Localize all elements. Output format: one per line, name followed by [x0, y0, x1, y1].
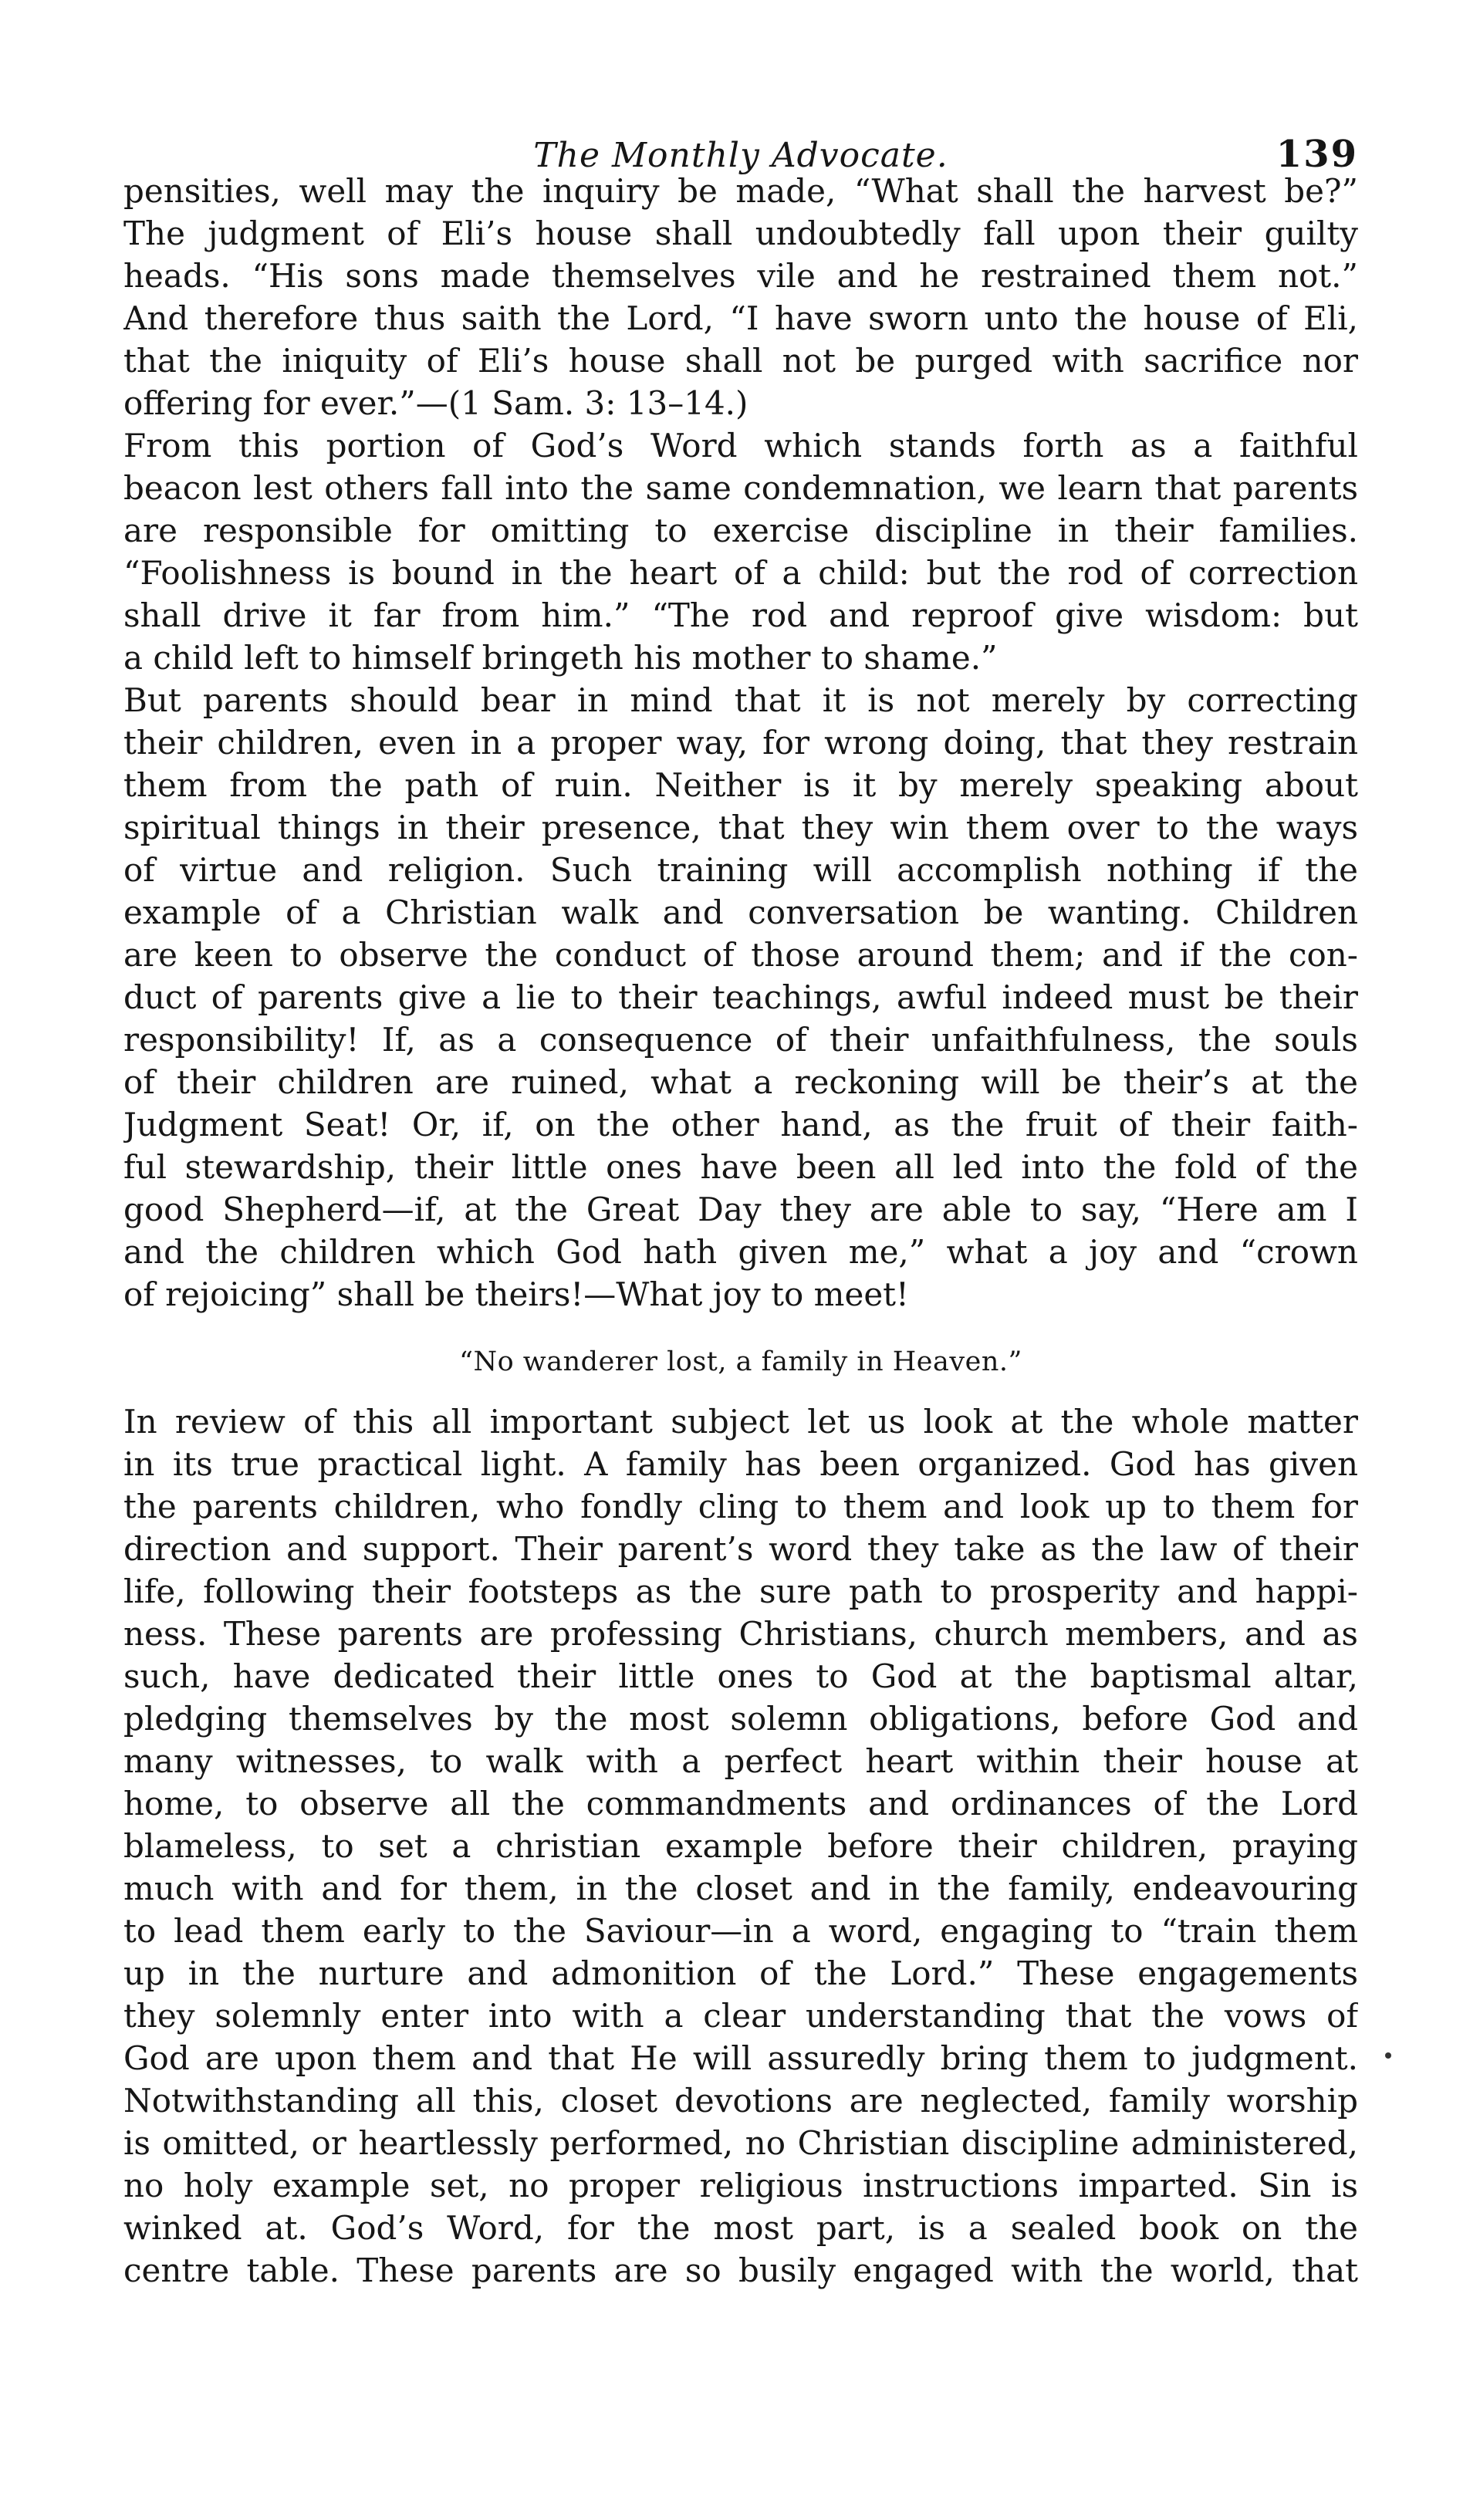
text-line: responsibility! If, as a consequence of their unfaithfulness, the souls: [123, 1021, 1358, 1059]
text-line: ful stewardship, their little ones have been all led into the fold of the: [123, 1148, 1358, 1186]
body-text-section-2: [123, 1400, 1358, 2292]
text-line: God are upon them and that He will assuredly bring them to judgment.: [123, 2039, 1358, 2077]
text-line: direction and support. Their parent’s word they take as the law of their: [123, 1530, 1358, 1568]
text-line: heads. “His sons made themselves vile and he restrained them not.”: [123, 257, 1358, 295]
text-line: centre table. These parents are so busily engaged with the world, that: [123, 2251, 1358, 2289]
text-line: duct of parents give a lie to their teachings, awful indeed must be their: [123, 978, 1358, 1016]
text-line: of virtue and religion. Such training will accomplish nothing if the: [123, 851, 1358, 889]
text-line: And therefore thus saith the Lord, “I have sworn unto the house of Eli,: [123, 299, 1358, 337]
text-line: spiritual things in their presence, that they win them over to the ways: [123, 809, 1358, 846]
text-line: of their children are ruined, what a reckoning will be their’s at the: [123, 1063, 1358, 1101]
page-number: 139: [1276, 133, 1358, 176]
text-line: pensities, well may the inquiry be made, “What shall the harvest be?”: [123, 172, 1358, 210]
text-line: winked at. God’s Word, for the most part, is a sealed book on the: [123, 2209, 1358, 2247]
margin-dot: [1385, 2052, 1391, 2059]
text-line: Judgment Seat! Or, if, on the other hand, as the fruit of their faith-: [123, 1106, 1358, 1143]
text-line: ness. These parents are professing Christians, church members, and as: [123, 1615, 1358, 1653]
text-line: “Foolishness is bound in the heart of a child: but the rod of correction: [123, 554, 1358, 592]
text-line: Notwithstanding all this, closet devotions are neglected, family worship: [123, 2082, 1358, 2120]
text-line: and the children which God hath given me,” what a joy and “crown: [123, 1233, 1358, 1271]
text-line: to lead them early to the Saviour—in a word, engaging to “train them: [123, 1912, 1358, 1950]
text-line: good Shepherd—if, at the Great Day they are able to say, “Here am I: [123, 1191, 1358, 1228]
text-line: In review of this all important subject let us look at the whole matter: [123, 1403, 1358, 1441]
text-line: From this portion of God’s Word which stands forth as a faithful: [123, 427, 1358, 464]
text-line: much with and for them, in the closet and in the family, endeavouring: [123, 1870, 1358, 1907]
text-line: them from the path of ruin. Neither is it by merely speaking about: [123, 766, 1358, 804]
text-line: of rejoicing” shall be theirs!—What joy to meet!: [123, 1275, 909, 1313]
text-line: up in the nurture and admonition of the Lord.” These engagements: [123, 1954, 1358, 1992]
text-line: But parents should bear in mind that it is not merely by correcting: [123, 681, 1358, 719]
text-line: shall drive it far from him.” “The rod and reproof give wisdom: but: [123, 596, 1358, 634]
text-line: many witnesses, to walk with a perfect heart within their house at: [123, 1742, 1358, 1780]
text-line: that the iniquity of Eli’s house shall not be purged with sacrifice nor: [123, 342, 1358, 380]
text-line: in its true practical light. A family has been organized. God has given: [123, 1445, 1358, 1483]
text-line: The judgment of Eli’s house shall undoubtedly fall upon their guilty: [123, 215, 1358, 252]
text-line: blameless, to set a christian example before their children, praying: [123, 1827, 1358, 1865]
body-text-section-1: [123, 170, 1358, 1316]
text-line: pledging themselves by the most solemn obligations, before God and: [123, 1700, 1358, 1738]
epigraph-quote: “No wanderer lost, a family in Heaven.”: [459, 1346, 1022, 1377]
text-line: are keen to observe the conduct of those around them; and if the con-: [123, 936, 1358, 974]
text-line: life, following their footsteps as the sure path to prosperity and happi-: [123, 1572, 1358, 1610]
text-line: home, to observe all the commandments and ordinances of the Lord: [123, 1785, 1358, 1822]
text-line: example of a Christian walk and conversation be wanting. Children: [123, 893, 1358, 931]
text-line: they solemnly enter into with a clear understanding that the vows of: [123, 1997, 1358, 2035]
running-title: The Monthly Advocate.: [533, 136, 948, 175]
text-line: a child left to himself bringeth his mother to shame.”: [123, 639, 998, 677]
text-line: such, have dedicated their little ones to God at the baptismal altar,: [123, 1657, 1358, 1695]
text-line: are responsible for omitting to exercise discipline in their families.: [123, 512, 1358, 549]
text-line: no holy example set, no proper religious instructions imparted. Sin is: [123, 2167, 1358, 2204]
text-line: their children, even in a proper way, for wrong doing, that they restrain: [123, 724, 1358, 762]
text-line: offering for ever.”—(1 Sam. 3: 13–14.): [123, 384, 748, 422]
text-line: is omitted, or heartlessly performed, no Christian discipline administered,: [123, 2124, 1358, 2162]
text-line: beacon lest others fall into the same condemnation, we learn that parents: [123, 469, 1358, 507]
text-line: the parents children, who fondly cling to them and look up to them for: [123, 1488, 1358, 1525]
